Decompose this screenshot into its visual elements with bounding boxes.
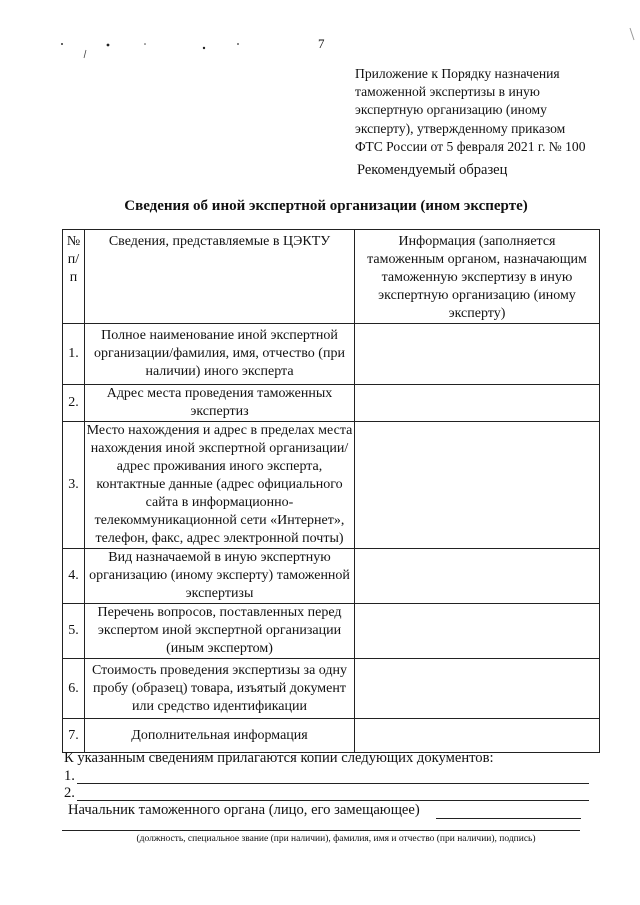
signature-label: Начальник таможенного органа (лицо, его замещающее) bbox=[68, 802, 420, 818]
table-header-row bbox=[63, 230, 600, 324]
attachment-item-number: 1. bbox=[64, 768, 75, 784]
row-text: Вид назначаемой в иную экспертную организацию (иному эксперту) таможенной экспертизы bbox=[85, 549, 355, 604]
appendix-line: ФТС России от 5 февраля 2021 г. № 100 bbox=[355, 138, 586, 154]
row-number: 5. bbox=[63, 604, 85, 659]
sample-label: Рекомендуемый образец bbox=[357, 162, 508, 178]
header-num: № п/п bbox=[63, 230, 85, 324]
table-row bbox=[63, 324, 600, 385]
appendix-line: эксперту), утвержденному приказом bbox=[355, 120, 566, 136]
document-title: Сведения об иной экспертной организации (ином эксперте) bbox=[124, 198, 528, 214]
row-value-cell[interactable] bbox=[355, 422, 600, 549]
signatory-details-line[interactable] bbox=[62, 830, 580, 831]
table-row bbox=[63, 549, 600, 604]
row-number: 2. bbox=[63, 385, 85, 422]
signatory-caption: (должность, специальное звание (при наличии), фамилия, имя и отчество (при наличии), подпись) bbox=[136, 834, 536, 844]
row-number: 6. bbox=[63, 659, 85, 719]
header-info: Сведения, представляемые в ЦЭКТУ bbox=[85, 230, 355, 324]
row-value-cell[interactable] bbox=[355, 549, 600, 604]
row-text: Место нахождения и адрес в пределах места нахождения иной экспертной организации/адрес проживания иного эксперта, контактные данные (адрес официального сайта в информационно-телекоммуникационной сети «Интернет», телефон, факс, адрес электронной почты) bbox=[85, 422, 355, 549]
table-row bbox=[63, 719, 600, 753]
row-value-cell[interactable] bbox=[355, 385, 600, 422]
appendix-note bbox=[355, 65, 615, 156]
row-number: 7. bbox=[63, 719, 85, 753]
table-row bbox=[63, 604, 600, 659]
page-number: 7 bbox=[318, 36, 325, 51]
row-number: 4. bbox=[63, 549, 85, 604]
appendix-line: таможенной экспертизы в иную bbox=[355, 84, 540, 100]
row-value-cell[interactable] bbox=[355, 659, 600, 719]
row-text: Полное наименование иной экспертной организации/фамилия, имя, отчество (при наличии) иного эксперта bbox=[85, 324, 355, 385]
row-text: Дополнительная информация bbox=[85, 719, 355, 753]
row-text: Стоимость проведения экспертизы за одну пробу (образец) товара, изъятый документ или средство идентификации bbox=[85, 659, 355, 719]
attachments-intro: К указанным сведениям прилагаются копии следующих документов: bbox=[64, 750, 494, 766]
attachment-item-number: 2. bbox=[64, 785, 75, 801]
header-fill: Информация (заполняется таможенным органом, назначающим таможенную экспертизу в иную экспертную организацию (иному эксперту) bbox=[355, 230, 600, 324]
row-value-cell[interactable] bbox=[355, 604, 600, 659]
row-number: 1. bbox=[63, 324, 85, 385]
row-value-cell[interactable] bbox=[355, 324, 600, 385]
appendix-line: Приложение к Порядку назначения bbox=[355, 66, 560, 81]
table-row bbox=[63, 385, 600, 422]
signature-line[interactable] bbox=[436, 818, 581, 819]
row-text: Адрес места проведения таможенных экспертиз bbox=[85, 385, 355, 422]
table-row bbox=[63, 659, 600, 719]
table-row bbox=[63, 422, 600, 549]
row-value-cell[interactable] bbox=[355, 719, 600, 753]
attachment-line[interactable] bbox=[77, 783, 589, 784]
row-text: Перечень вопросов, поставленных перед экспертом иной экспертной организации (иным экспертом) bbox=[85, 604, 355, 659]
attachment-line[interactable] bbox=[77, 800, 589, 801]
info-table bbox=[62, 229, 600, 753]
appendix-line: экспертную организацию (иному bbox=[355, 102, 547, 118]
row-number: 3. bbox=[63, 422, 85, 549]
